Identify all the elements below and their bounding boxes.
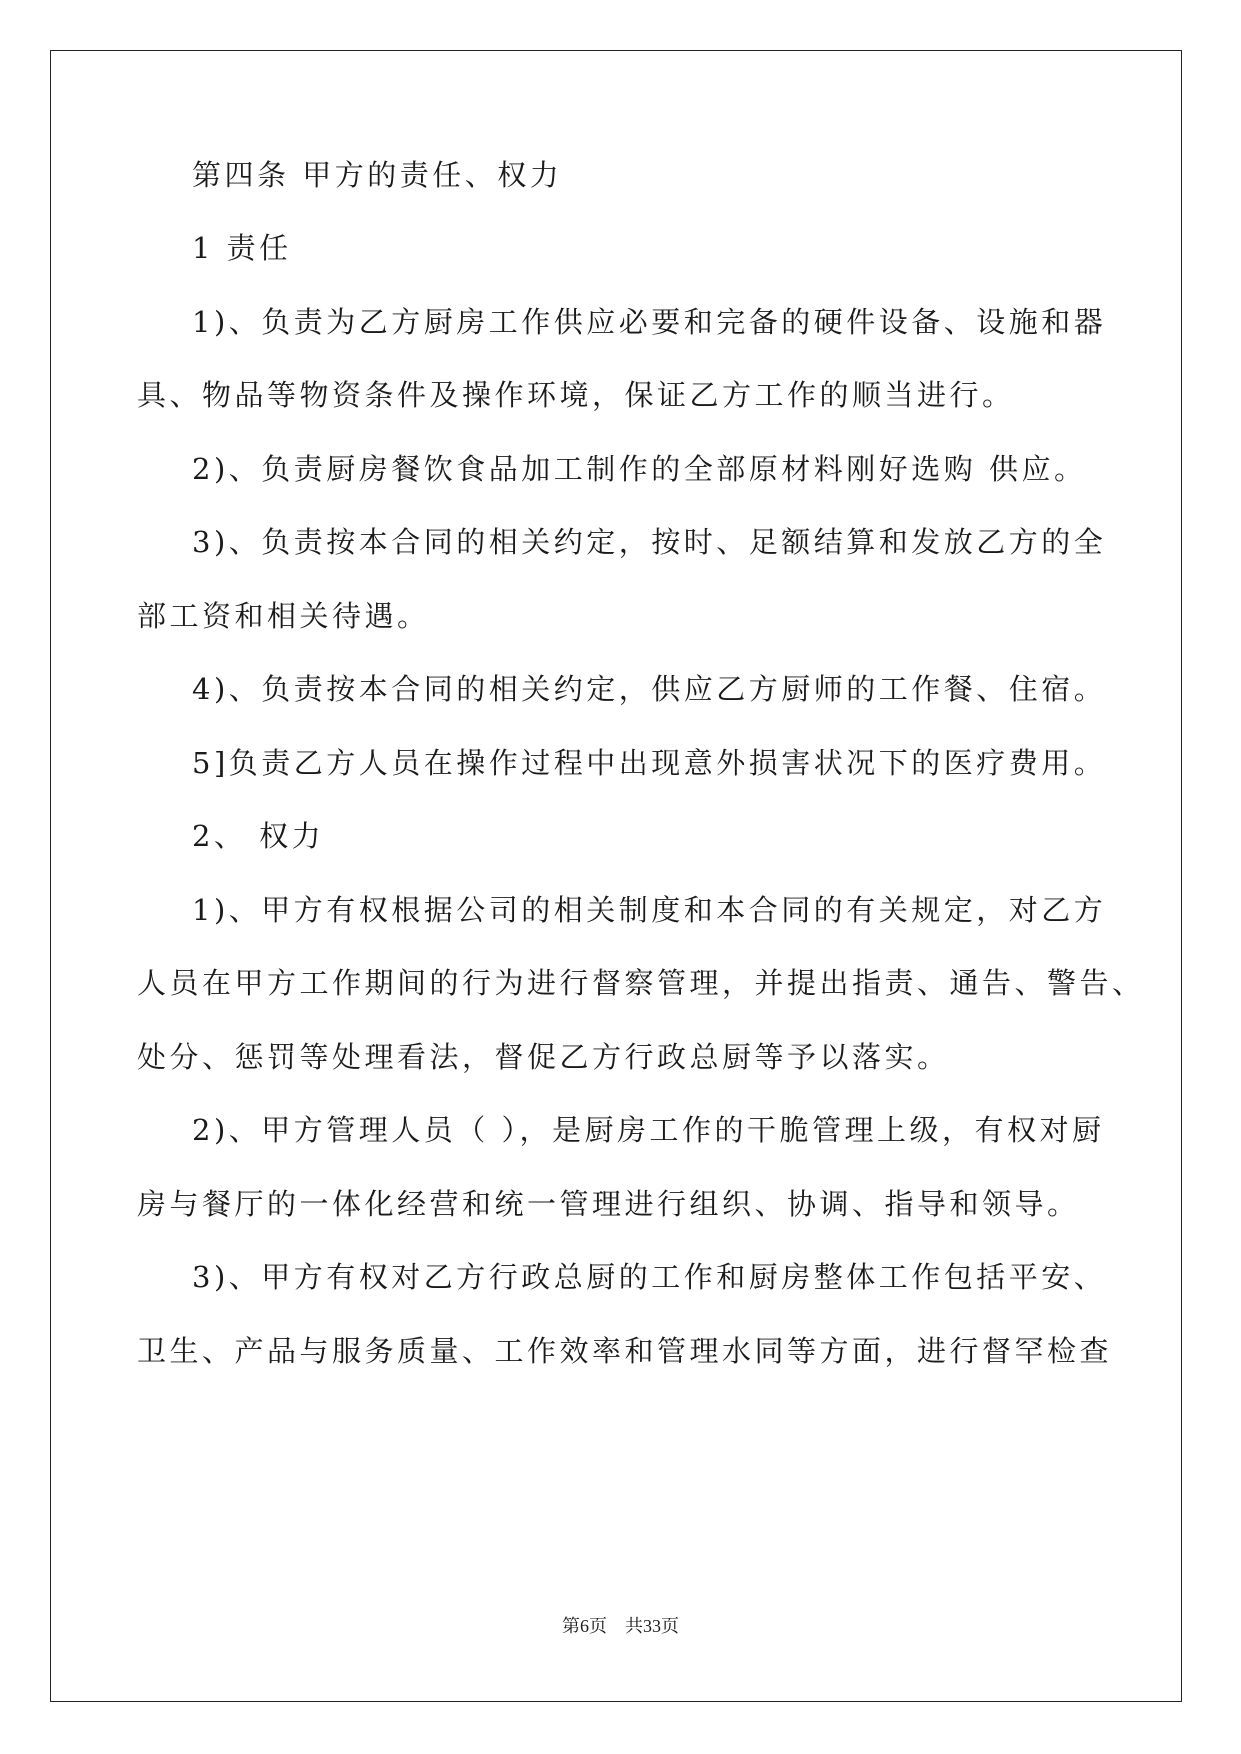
total-pages: 共33页 bbox=[625, 1616, 679, 1636]
section-heading-rights: 2、 权力 bbox=[192, 819, 325, 853]
paragraph-line: 4)、负责按本合同的相关约定，供应乙方厨师的工作餐、住宿。 bbox=[192, 672, 1107, 706]
paragraph-line: 人员在甲方工作期间的行为进行督察管理，并提出指责、通告、警告、 bbox=[137, 966, 1145, 1000]
paragraph-line: 处分、惩罚等处理看法，督促乙方行政总厨等予以落实。 bbox=[137, 1040, 950, 1074]
paragraph-line: 房与餐厅的一体化经营和统一管理进行组织、协调、指导和领导。 bbox=[137, 1187, 1080, 1221]
paragraph-line: 卫生、产品与服务质量、工作效率和管理水同等方面，进行督罕检查 bbox=[137, 1334, 1113, 1368]
heading-article-4: 第四条 甲方的责任、权力 bbox=[192, 158, 563, 192]
paragraph-line: 1)、负责为乙方厨房工作供应必要和完备的硬件设备、设施和器 bbox=[192, 305, 1107, 339]
paragraph-line: 具、物品等物资条件及操作环境，保证乙方工作的顺当进行。 bbox=[137, 378, 1015, 412]
page-border bbox=[50, 50, 1182, 1702]
paragraph-line: 3)、甲方有权对乙方行政总厨的工作和厨房整体工作包括平安、 bbox=[192, 1260, 1107, 1294]
paragraph-line: 部工资和相关待遇。 bbox=[137, 599, 430, 633]
paragraph-line: 2)、甲方管理人员（ ），是厨房工作的干脆管理上级，有权对厨 bbox=[192, 1113, 1105, 1147]
page-footer bbox=[0, 1614, 1241, 1638]
paragraph-line: 3)、负责按本合同的相关约定，按时、足额结算和发放乙方的全 bbox=[192, 525, 1107, 559]
page-number: 第6页 bbox=[562, 1616, 607, 1636]
paragraph-line: 2)、负责厨房餐饮食品加工制作的全部原材料刚好选购 供应。 bbox=[192, 452, 1087, 486]
paragraph-line: 5]负责乙方人员在操作过程中出现意外损害状况下的医疗费用。 bbox=[192, 746, 1107, 780]
paragraph-line: 1)、甲方有权根据公司的相关制度和本合同的有关规定，对乙方 bbox=[192, 893, 1107, 927]
section-heading-responsibility: 1 责任 bbox=[192, 231, 292, 265]
